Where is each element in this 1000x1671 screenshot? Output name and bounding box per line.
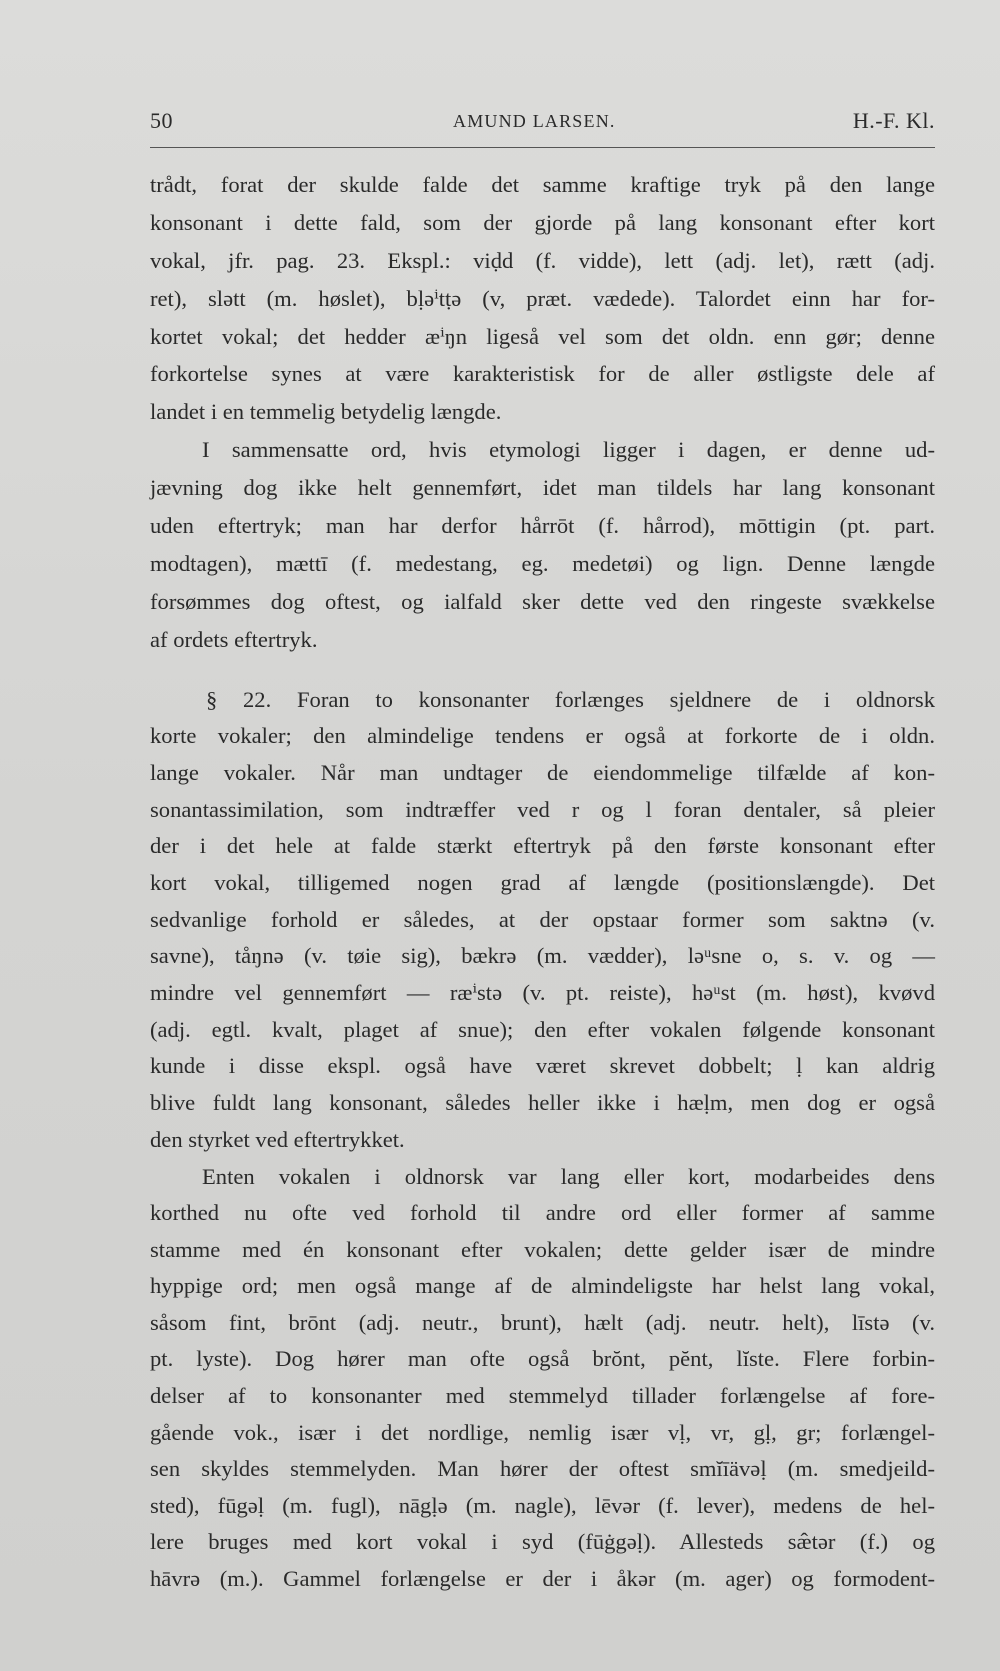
paragraph-1	[150, 166, 935, 431]
text-line: modtagen), mættī (f. medestang, eg. medetøi) og lign. Denne længde	[150, 550, 935, 576]
text-line: hyppige ord; men også mange af de almindeligste har helst lang vokal,	[150, 1273, 935, 1299]
text-line: korte vokaler; den almindelige tendens er også at forkorte de i oldn.	[150, 723, 935, 749]
text-line: trådt, forat der skulde falde det samme kraftige tryk på den lange	[150, 172, 935, 197]
text-line: forkortelse synes at være karakteristisk for de aller østligste dele af	[150, 361, 935, 387]
text-line: forsømmes dog oftest, og ialfald sker dette ved den ringeste svækkelse	[150, 588, 935, 614]
text-line: delser af to konsonanter med stemmelyd tillader forlængelse af fore-	[150, 1383, 935, 1409]
text-line: lere bruges med kort vokal i syd (fūġgəḷ). Allesteds sæ̂tər (f.) og	[150, 1529, 935, 1555]
text-line: kort vokal, tilligemed nogen grad af længde (positionslængde). Det	[150, 870, 935, 896]
text-line: Enten vokalen i oldnorsk var lang eller kort, modarbeides dens	[202, 1163, 935, 1189]
text-line: landet i en temmelig betydelig længde.	[150, 399, 502, 425]
text-line: kunde i disse ekspl. også have været skrevet dobbelt; ḷ kan aldrig	[150, 1053, 935, 1079]
running-title: AMUND LARSEN.	[453, 111, 616, 131]
text-line: gående vok., især i det nordlige, nemlig især vḷ, vr, gḷ, gr; forlængel-	[150, 1419, 935, 1445]
text-line: sted), fūgəḷ (m. fugl), nāgḷə (m. nagle), lēvər (f. lever), medens de hel-	[150, 1492, 935, 1518]
text-line: I sammensatte ord, hvis etymologi ligger i dagen, er denne ud-	[202, 437, 935, 463]
header-rule	[150, 147, 935, 148]
page-header	[150, 108, 935, 142]
section-label: H.-F. Kl.	[852, 108, 935, 133]
paragraph-2	[150, 431, 935, 658]
text-line: vokal, jfr. pag. 23. Ekspl.: viḍd (f. vidde), lett (adj. let), rætt (adj.	[150, 247, 935, 273]
text-line: konsonant i dette fald, som der gjorde på lang konsonant efter kort	[150, 209, 935, 235]
text-line: jævning dog ikke helt gennemført, idet man tildels har lang konsonant	[150, 475, 935, 501]
text-line: uden eftertryk; man har derfor hårrōt (f. hårrod), mōttigin (pt. part.	[150, 513, 935, 539]
paragraph-3	[150, 682, 935, 1159]
text-line: pt. lyste). Dog hører man ofte også brŏnt, pĕnt, lĭste. Flere forbin-	[150, 1346, 935, 1372]
text-line: der i det hele at falde stærkt eftertryk på den første konsonant efter	[150, 833, 935, 859]
text-line: hāvrə (m.). Gammel forlængelse er der i åkər (m. ager) og formodent-	[150, 1566, 935, 1592]
text-line: sen skyldes stemmelyden. Man hører der oftest smĭīävəḷ (m. smedjeild-	[150, 1456, 935, 1482]
text-line: korthed nu ofte ved forhold til andre ord eller former af samme	[150, 1200, 935, 1226]
text-line: sonantassimilation, som indtræffer ved r og l foran dentaler, så pleier	[150, 796, 935, 822]
text-line: den styrket ved eftertrykket.	[150, 1126, 405, 1152]
text-line: kortet vokal; det hedder æⁱŋn ligeså vel som det oldn. enn gør; denne	[150, 323, 935, 349]
text-line: ret), slətt (m. høslet), bḷəⁱtṭə (v, præt. vædede). Talordet einn har for-	[150, 285, 935, 311]
page-body	[150, 166, 935, 1598]
text-line: sedvanlige forhold er således, at der opstaar former som saktnə (v.	[150, 906, 935, 932]
text-line: blive fuldt lang konsonant, således heller ikke i hæḷm, men dog er også	[150, 1090, 935, 1116]
text-line: stamme med én konsonant efter vokalen; dette gelder især de mindre	[150, 1236, 935, 1262]
text-line: såsom fint, brōnt (adj. neutr., brunt), hælt (adj. neutr. helt), līstə (v.	[150, 1309, 935, 1335]
text-line: (adj. egtl. kvalt, plaget af snue); den efter vokalen følgende konsonant	[150, 1016, 935, 1042]
text-line: savne), tåŋnə (v. tøie sig), bækrə (m. vædder), ləᵘsne o, s. v. og —	[150, 943, 935, 969]
text-line: lange vokaler. Når man undtager de eiendommelige tilfælde af kon-	[150, 759, 935, 785]
section-heading-line: § 22. Foran to konsonanter forlænges sjeldnere de i oldnorsk	[206, 686, 935, 712]
paragraph-4	[150, 1159, 935, 1598]
text-line: mindre vel gennemført — ræⁱstə (v. pt. reiste), həᵘst (m. høst), kvøvd	[150, 980, 935, 1006]
page-number: 50	[150, 108, 173, 133]
text-line: af ordets eftertryk.	[150, 626, 318, 652]
